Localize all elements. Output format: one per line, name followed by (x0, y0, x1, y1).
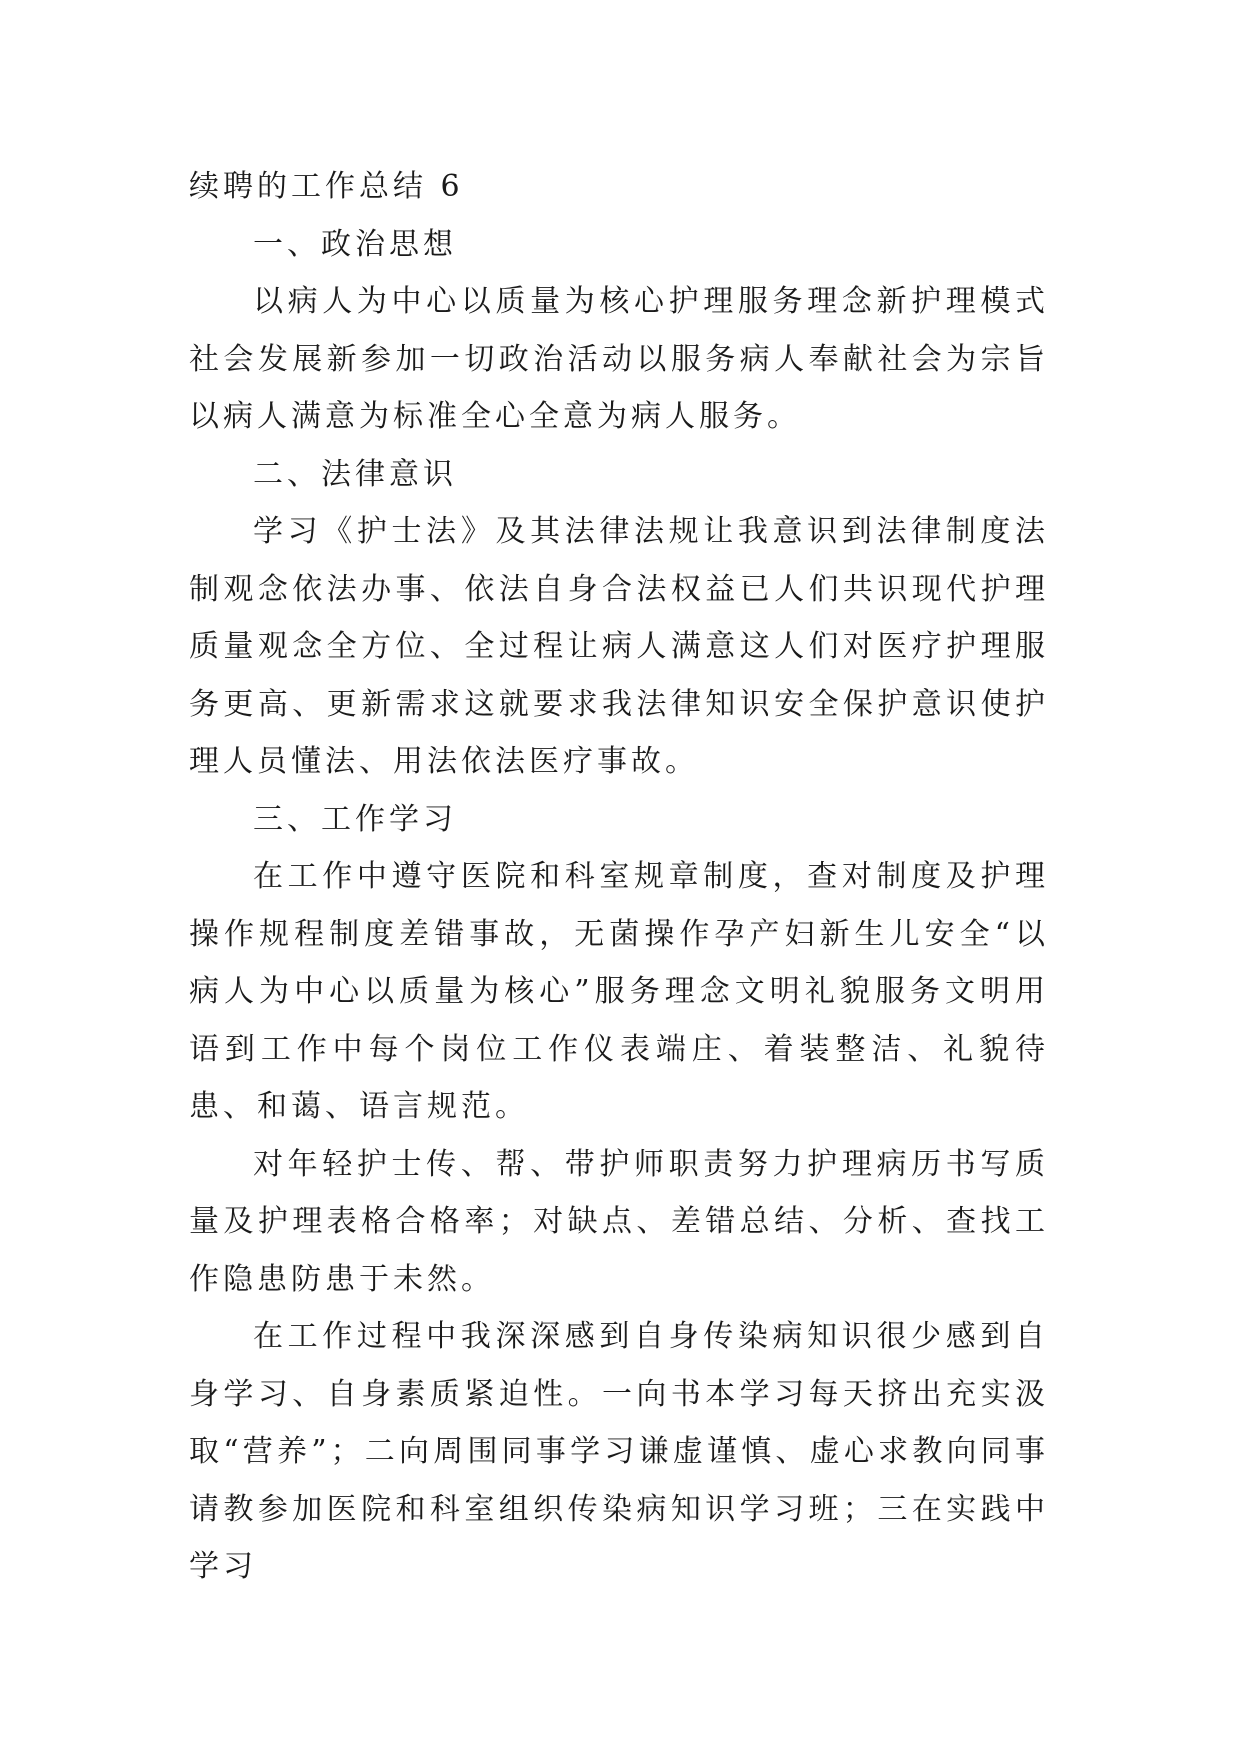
section-heading-work-study: 三、工作学习 (253, 801, 457, 837)
paragraph-mentoring: 对年轻护士传、帮、带护师职责努力护理病历书写质量及护理表格合格率；对缺点、差错总结、分析、查找工作隐患防患于未然。 (189, 1146, 1049, 1297)
document-body (189, 158, 1049, 1596)
paragraph-law: 学习《护士法》及其法律法规让我意识到法律制度法制观念依法办事、依法自身合法权益已人们共识现代护理质量观念全方位、全过程让病人满意这人们对医疗护理服务更高、更新需求这就要求我法律知识安全保护意识使护理人员懂法、用法依法医疗事故。 (189, 514, 1049, 779)
section-heading-law: 二、法律意识 (253, 456, 457, 492)
paragraph-work-rules: 在工作中遵守医院和科室规章制度，查对制度及护理操作规程制度差错事故，无菌操作孕产妇新生儿安全“以病人为中心以质量为核心”服务理念文明礼貌服务文明用语到工作中每个岗位工作仪表端庄、着装整洁、礼貌待患、和蔼、语言规范。 (189, 859, 1049, 1124)
paragraph-learning: 在工作过程中我深深感到自身传染病知识很少感到自身学习、自身素质紧迫性。一向书本学习每天挤出充实汲取“营养”；二向周围同事学习谦虚谨慎、虚心求教向同事请教参加医院和科室组织传染病知识学习班；三在实践中学习 (189, 1319, 1049, 1584)
paragraph-politics: 以病人为中心以质量为核心护理服务理念新护理模式社会发展新参加一切政治活动以服务病人奉献社会为宗旨以病人满意为标准全心全意为病人服务。 (189, 284, 1049, 434)
section-heading-politics: 一、政治思想 (253, 226, 457, 262)
document-title: 续聘的工作总结 6 (189, 169, 464, 204)
